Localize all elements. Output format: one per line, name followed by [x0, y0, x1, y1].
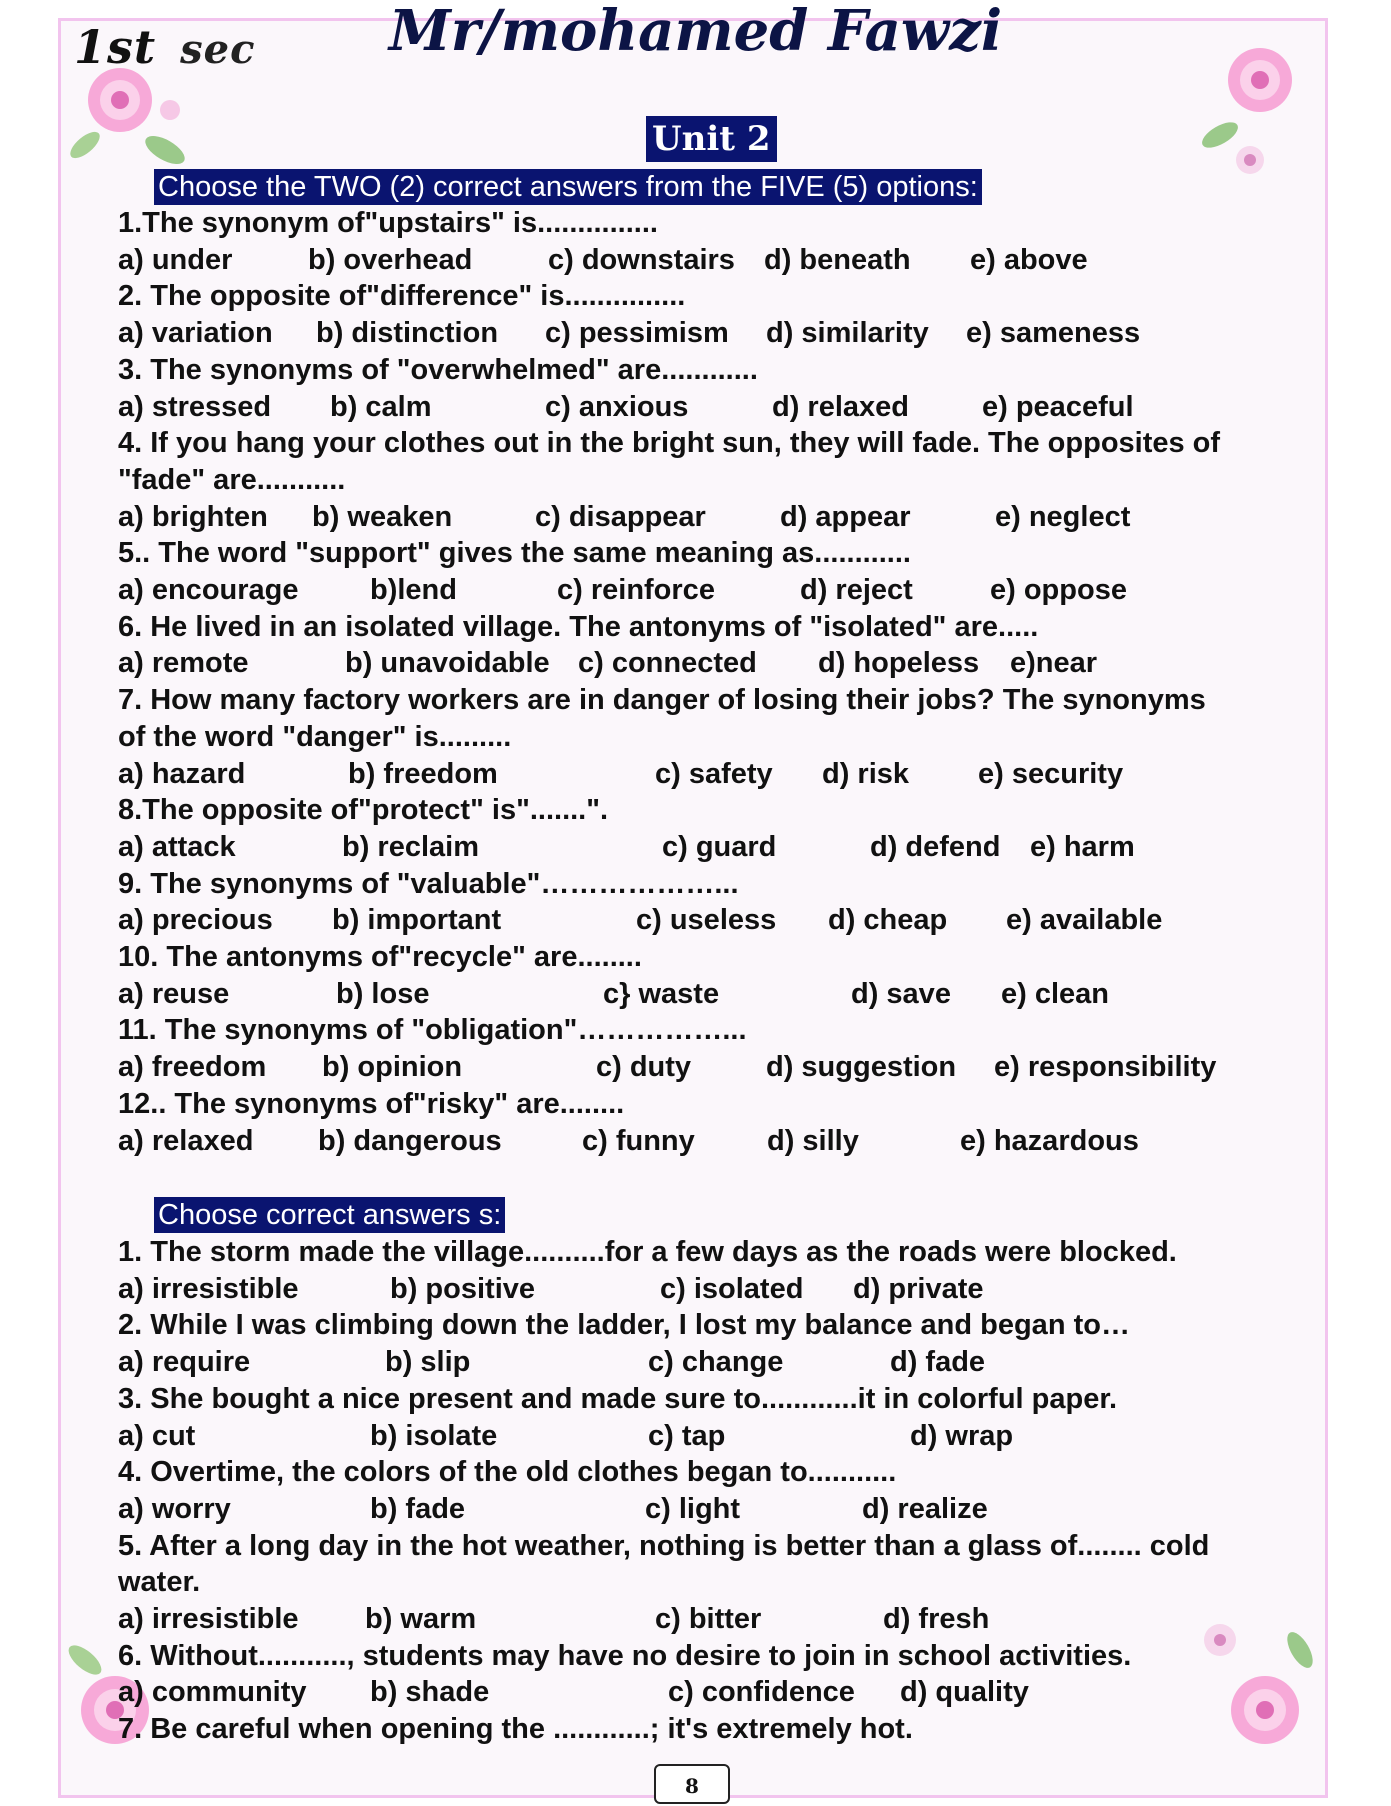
answer-option[interactable]: d) quality — [900, 1676, 1029, 1709]
answer-option[interactable]: c) pessimism — [545, 317, 729, 350]
author-title: Mr/mohamed Fawzi — [388, 0, 1003, 64]
answer-option[interactable]: c) guard — [662, 830, 777, 863]
answer-option[interactable]: b) positive — [390, 1272, 536, 1305]
answer-option[interactable]: e)near — [1010, 647, 1098, 680]
answer-option[interactable]: d) relaxed — [772, 390, 909, 423]
answer-option[interactable]: b) dangerous — [318, 1124, 502, 1157]
answer-option[interactable]: c) safety — [655, 757, 773, 790]
answer-option[interactable]: c) tap — [648, 1419, 726, 1452]
answer-option[interactable]: c) useless — [636, 904, 777, 937]
question-text: of the word "danger" is......... — [118, 720, 512, 753]
question-text: 6. Without..........., students may have no desire to join in school activities. — [118, 1639, 1132, 1672]
answer-option[interactable]: a) hazard — [118, 757, 246, 790]
answer-option[interactable]: b)lend — [370, 574, 457, 606]
answer-option[interactable]: a) remote — [118, 647, 249, 680]
answer-option[interactable]: a) relaxed — [118, 1124, 254, 1157]
answer-option[interactable]: c) reinforce — [557, 574, 715, 606]
question-text: 12.. The synonyms of"risky" are........ — [118, 1087, 625, 1120]
question-text: 10. The antonyms of"recycle" are........ — [118, 941, 642, 973]
answer-option[interactable]: e) responsibility — [994, 1051, 1217, 1084]
answer-option[interactable]: a) variation — [118, 317, 273, 350]
section1-heading: Choose the TWO (2) correct answers from the FIVE (5) options: — [154, 169, 982, 205]
question-text: 8.The opposite of"protect" is".......". — [118, 794, 609, 827]
answer-option[interactable]: d) hopeless — [818, 647, 980, 680]
answer-option[interactable]: a) under — [118, 243, 233, 276]
answer-option[interactable]: d) save — [851, 977, 951, 1010]
unit-title: Unit 2 — [646, 116, 777, 162]
answer-option[interactable]: a) require — [118, 1346, 251, 1379]
answer-option[interactable]: a) attack — [118, 830, 236, 863]
answer-option[interactable]: b) isolate — [370, 1419, 498, 1452]
answer-option[interactable]: e) available — [1006, 904, 1163, 937]
answer-option[interactable]: d) silly — [767, 1124, 859, 1157]
answer-option[interactable]: d) appear — [780, 500, 911, 533]
answer-option[interactable]: a) irresistible — [118, 1272, 299, 1305]
answer-option[interactable]: d) risk — [822, 757, 910, 790]
question-text: 3. She bought a nice present and made sure to............it in colorful paper. — [118, 1382, 1118, 1415]
answer-option[interactable]: a) encourage — [118, 574, 299, 606]
page-number: 8 — [654, 1764, 730, 1804]
answer-option[interactable]: b) calm — [330, 390, 432, 423]
question-text: "fade" are........... — [118, 463, 346, 496]
answer-option[interactable]: c) duty — [596, 1051, 692, 1084]
question-text: 2. While I was climbing down the ladder, I lost my balance and began to… — [118, 1309, 1130, 1342]
answer-option[interactable]: b) distinction — [316, 317, 499, 350]
answer-option[interactable]: b) lose — [336, 977, 430, 1010]
answer-option[interactable]: c) disappear — [535, 500, 706, 533]
answer-option[interactable]: c) funny — [582, 1124, 695, 1157]
answer-option[interactable]: b) opinion — [322, 1051, 463, 1084]
answer-option[interactable]: b) shade — [370, 1676, 490, 1709]
answer-option[interactable]: b) fade — [370, 1492, 466, 1525]
answer-option[interactable]: c) light — [645, 1492, 741, 1525]
answer-option[interactable]: d) defend — [870, 830, 1001, 863]
question-text: 1.The synonym of"upstairs" is............... — [118, 207, 658, 239]
answer-option[interactable]: d) realize — [862, 1492, 988, 1525]
answer-option[interactable]: e) harm — [1030, 830, 1135, 863]
question-text: 3. The synonyms of "overwhelmed" are............ — [118, 353, 758, 386]
grade-number: 1st — [74, 20, 157, 74]
answer-option[interactable]: e) clean — [1001, 977, 1109, 1010]
answer-option[interactable]: d) fresh — [883, 1603, 990, 1635]
answer-option[interactable]: b) important — [332, 904, 502, 937]
answer-option[interactable]: a) worry — [118, 1492, 231, 1525]
flower-decoration-icon — [1180, 1600, 1330, 1750]
answer-option[interactable]: b) weaken — [312, 500, 453, 533]
answer-option[interactable]: a) cut — [118, 1419, 196, 1452]
question-text: 2. The opposite of"difference" is............... — [118, 280, 686, 313]
answer-option[interactable]: d) reject — [800, 574, 913, 606]
answer-option[interactable]: c) downstairs — [548, 243, 735, 276]
answer-option[interactable]: a) stressed — [118, 390, 272, 423]
answer-option[interactable]: a) irresistible — [118, 1603, 299, 1635]
answer-option[interactable]: e) sameness — [966, 317, 1141, 350]
answer-option[interactable]: d) similarity — [766, 317, 929, 350]
answer-option[interactable]: c) anxious — [545, 390, 689, 423]
answer-option[interactable]: e) security — [978, 757, 1124, 790]
answer-option[interactable]: c) confidence — [668, 1676, 855, 1709]
answer-option[interactable]: a) freedom — [118, 1051, 267, 1084]
answer-option[interactable]: d) fade — [890, 1346, 986, 1379]
answer-option[interactable]: c) change — [648, 1346, 784, 1379]
question-text: 5.. The word "support" gives the same meaning as............ — [118, 537, 911, 570]
answer-option[interactable]: d) private — [853, 1272, 984, 1305]
grade-section: sec — [180, 26, 256, 73]
section2-heading: Choose correct answers s: — [154, 1197, 505, 1233]
answer-option[interactable]: b) overhead — [308, 243, 473, 276]
answer-option[interactable]: e) peaceful — [982, 390, 1134, 423]
question-text: 7. Be careful when opening the ............; it's extremely hot. — [118, 1713, 913, 1746]
answer-option[interactable]: e) above — [970, 243, 1088, 276]
question-text: water. — [118, 1566, 201, 1599]
answer-option[interactable]: a) reuse — [118, 977, 230, 1010]
answer-option[interactable]: e) oppose — [990, 574, 1127, 606]
answer-option[interactable]: c) isolated — [660, 1272, 804, 1305]
question-text: 5. After a long day in the hot weather, nothing is better than a glass of........ cold — [118, 1529, 1210, 1562]
answer-option[interactable]: b) reclaim — [342, 830, 479, 863]
answer-option[interactable]: a) community — [118, 1676, 307, 1709]
question-text: 11. The synonyms of "obligation"……………... — [118, 1014, 747, 1047]
answer-option[interactable]: c) bitter — [655, 1603, 762, 1635]
answer-option[interactable]: d) cheap — [828, 904, 948, 937]
answer-option[interactable]: c) connected — [578, 647, 757, 680]
answer-option[interactable]: b) unavoidable — [345, 647, 550, 680]
answer-option[interactable]: d) suggestion — [766, 1051, 957, 1084]
answer-option[interactable]: b) freedom — [348, 757, 498, 790]
answer-option[interactable]: a) precious — [118, 904, 273, 937]
question-text: 4. Overtime, the colors of the old clothes began to........... — [118, 1456, 897, 1489]
question-text: 1. The storm made the village..........for a few days as the roads were blocked. — [118, 1236, 1177, 1268]
answer-option[interactable]: b) warm — [365, 1603, 477, 1635]
answer-option[interactable]: a) brighten — [118, 500, 268, 533]
question-text: 7. How many factory workers are in danger of losing their jobs? The synonyms — [118, 684, 1206, 717]
answer-option[interactable]: b) slip — [385, 1346, 471, 1379]
question-text: 4. If you hang your clothes out in the bright sun, they will fade. The opposites of — [118, 427, 1221, 460]
question-text: 9. The synonyms of "valuable"………………... — [118, 867, 739, 900]
question-text: 6. He lived in an isolated village. The antonyms of "isolated" are..... — [118, 610, 1039, 643]
answer-option[interactable]: c} waste — [603, 977, 720, 1010]
answer-option[interactable]: e) neglect — [995, 500, 1131, 533]
answer-option[interactable]: d) beneath — [764, 243, 911, 276]
answer-option[interactable]: d) wrap — [910, 1419, 1014, 1452]
answer-option[interactable]: e) hazardous — [960, 1124, 1139, 1157]
